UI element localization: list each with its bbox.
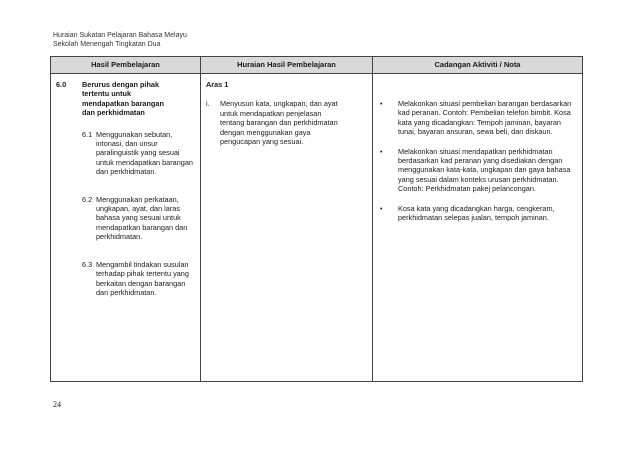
- sub-outcome: [82, 130, 195, 177]
- activities-cell: [373, 74, 583, 382]
- learning-outcome-cell: [51, 74, 201, 382]
- topic-number: 6.0: [56, 80, 67, 89]
- sub-outcome-number: 6.2: [82, 194, 93, 204]
- table-row: [51, 74, 583, 382]
- description-item-marker: i.: [206, 99, 210, 109]
- sub-outcome-text: Menggunakan perkataan, ungkapan, ayat, dan laras bahasa yang sesuai untuk mendapatkan barangan dan perkhidmatan.: [96, 194, 188, 242]
- outcome-description-cell: [201, 74, 373, 382]
- sub-outcome-text: Menggunakan sebutan, intonasi, dan unsur paralinguistik yang sesuai untuk mendapatkan barangan dan perkhidmatan.: [96, 129, 193, 177]
- activity-text: Melakonkan situasi mendapatkan perkhidmatan berdasarkan kad peranan yang disediakan dengan menggunakan kata-kata, ungkapan dan gaya bahasa yang sesuai dalam konteks urusan perkhidmatan. Contoh: Perkhidmatan pakej pelancongan.: [398, 146, 571, 194]
- learning-outcome-topic: [56, 80, 195, 118]
- header-line-2: Sekolah Menengah Tingkatan Dua: [53, 41, 161, 48]
- activity-item: [378, 99, 577, 137]
- column-header-learning-outcome: Hasil Pembelajaran: [51, 57, 201, 74]
- syllabus-table: [50, 56, 583, 382]
- column-header-suggested-activities: Cadangan Aktiviti / Nota: [373, 57, 583, 74]
- sub-outcome-number: 6.1: [82, 129, 93, 139]
- topic-title: Berurus dengan pihak tertentu untuk mendapatkan barangan dan perkhidmatan: [82, 80, 164, 118]
- bullet-icon: •: [380, 203, 383, 213]
- description-item: [206, 99, 367, 146]
- bullet-icon: •: [380, 99, 383, 108]
- activity-text: Kosa kata yang dicadangkan harga, cengkeram, perkhidmatan selepas jualan, tempoh jaminan.: [398, 203, 555, 223]
- activity-item: [378, 204, 577, 223]
- sub-outcome: [82, 195, 195, 242]
- page-number: 24: [53, 400, 61, 409]
- table-header-row: [51, 57, 583, 74]
- bullet-icon: •: [380, 146, 383, 156]
- column-header-outcome-description: Huraian Hasil Pembelajaran: [201, 57, 373, 74]
- sub-outcome-text: Mengambil tindakan susulan terhadap pihak tertentu yang berkaitan dengan barangan dan perkhidmatan.: [96, 259, 189, 297]
- level-heading: Aras 1: [206, 80, 229, 89]
- activity-item: [378, 147, 577, 194]
- header-line-1: Huraian Sukatan Pelajaran Bahasa Melayu: [53, 32, 187, 39]
- sub-outcome: [82, 260, 195, 298]
- sub-outcome-number: 6.3: [82, 259, 93, 269]
- description-item-text: Menyusun kata, ungkapan, dan ayat untuk mendapatkan penjelasan tentang barangan dan perkhidmatan dengan menggunakan gaya pengucapan yang sesuai.: [220, 99, 338, 147]
- activity-text: Melakonkan situasi pembelian barangan berdasarkan kad peranan. Contoh: Pembelian telefon bimbit. Kosa kata yang dicadangkan: Tempoh jaminan, bayaran tunai, bayaran ansuran, sewa beli, dan diskaun.: [398, 99, 572, 137]
- page-header: [53, 31, 187, 49]
